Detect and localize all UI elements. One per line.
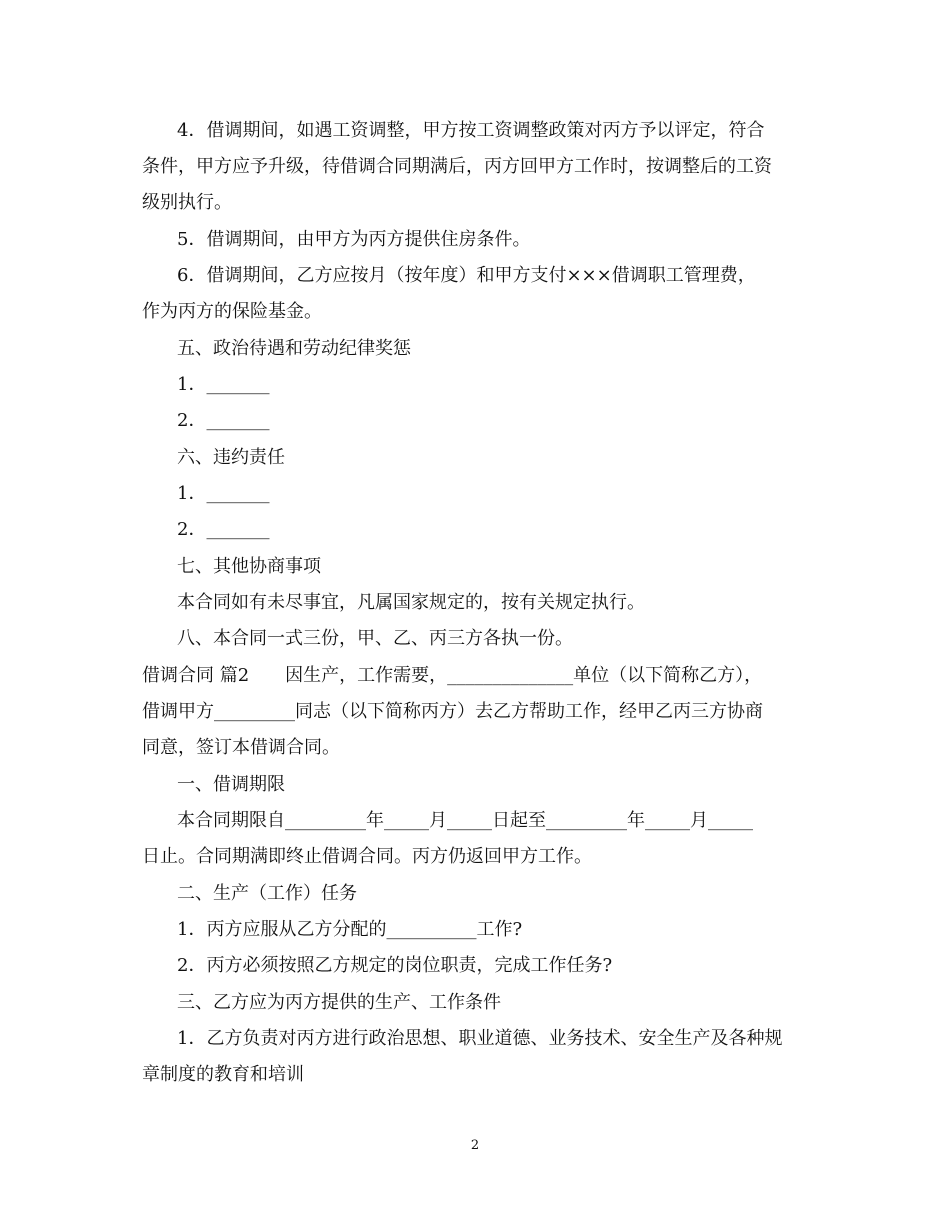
paragraph-line: 4．借调期间，如遇工资调整，甲方按工资调整政策对丙方予以评定，符合 <box>177 120 765 141</box>
paragraph-line: 条件，甲方应予升级，待借调合同期满后，丙方回甲方工作时，按调整后的工资 <box>142 156 772 177</box>
section-heading: 六、违约责任 <box>177 447 285 468</box>
section-heading: 五、政治待遇和劳动纪律奖惩 <box>177 338 411 359</box>
paragraph-line: 级别执行。 <box>142 192 232 213</box>
section-heading: 八、本合同一式三份，甲、乙、丙三方各执一份。 <box>177 628 573 649</box>
paragraph-line: 本合同如有未尽事宜，凡属国家规定的，按有关规定执行。 <box>177 592 645 613</box>
list-item: 1．乙方负责对丙方进行政治思想、职业道德、业务技术、安全生产及各种规 <box>177 1028 783 1049</box>
paragraph-line: 章制度的教育和培训 <box>142 1064 304 1085</box>
paragraph-line: 借调合同 篇2 因生产，工作需要，______________单位（以下简称乙方）， <box>142 665 763 686</box>
section-heading: 七、其他协商事项 <box>177 556 321 577</box>
paragraph-line: 同意，签订本借调合同。 <box>142 737 340 758</box>
paragraph-line: 日止。合同期满即终止借调合同。丙方仍返回甲方工作。 <box>142 846 592 867</box>
list-item: 1．_______ <box>177 483 270 504</box>
list-item: 2．_______ <box>177 410 270 431</box>
section-heading: 一、借调期限 <box>177 774 285 795</box>
paragraph-line: 作为丙方的保险基金。 <box>142 301 322 322</box>
paragraph-line: 6．借调期间，乙方应按月（按年度）和甲方支付×××借调职工管理费， <box>177 265 756 286</box>
page-number: 2 <box>470 1138 480 1153</box>
list-item: 1．_______ <box>177 374 270 395</box>
list-item: 1．丙方应服从乙方分配的__________工作? <box>177 919 523 940</box>
paragraph-line: 本合同期限自_________年_____月_____日起至_________年_____月_____ <box>177 810 753 831</box>
section-heading: 二、生产（工作）任务 <box>177 883 357 904</box>
list-item: 2．_______ <box>177 519 270 540</box>
section-heading: 三、乙方应为丙方提供的生产、工作条件 <box>177 992 501 1013</box>
list-item: 2．丙方必须按照乙方规定的岗位职责，完成工作任务? <box>177 955 613 976</box>
paragraph-line: 5．借调期间，由甲方为丙方提供住房条件。 <box>177 229 531 250</box>
paragraph-line: 借调甲方_________同志（以下简称丙方）去乙方帮助工作，经甲乙丙三方协商 <box>142 701 763 722</box>
